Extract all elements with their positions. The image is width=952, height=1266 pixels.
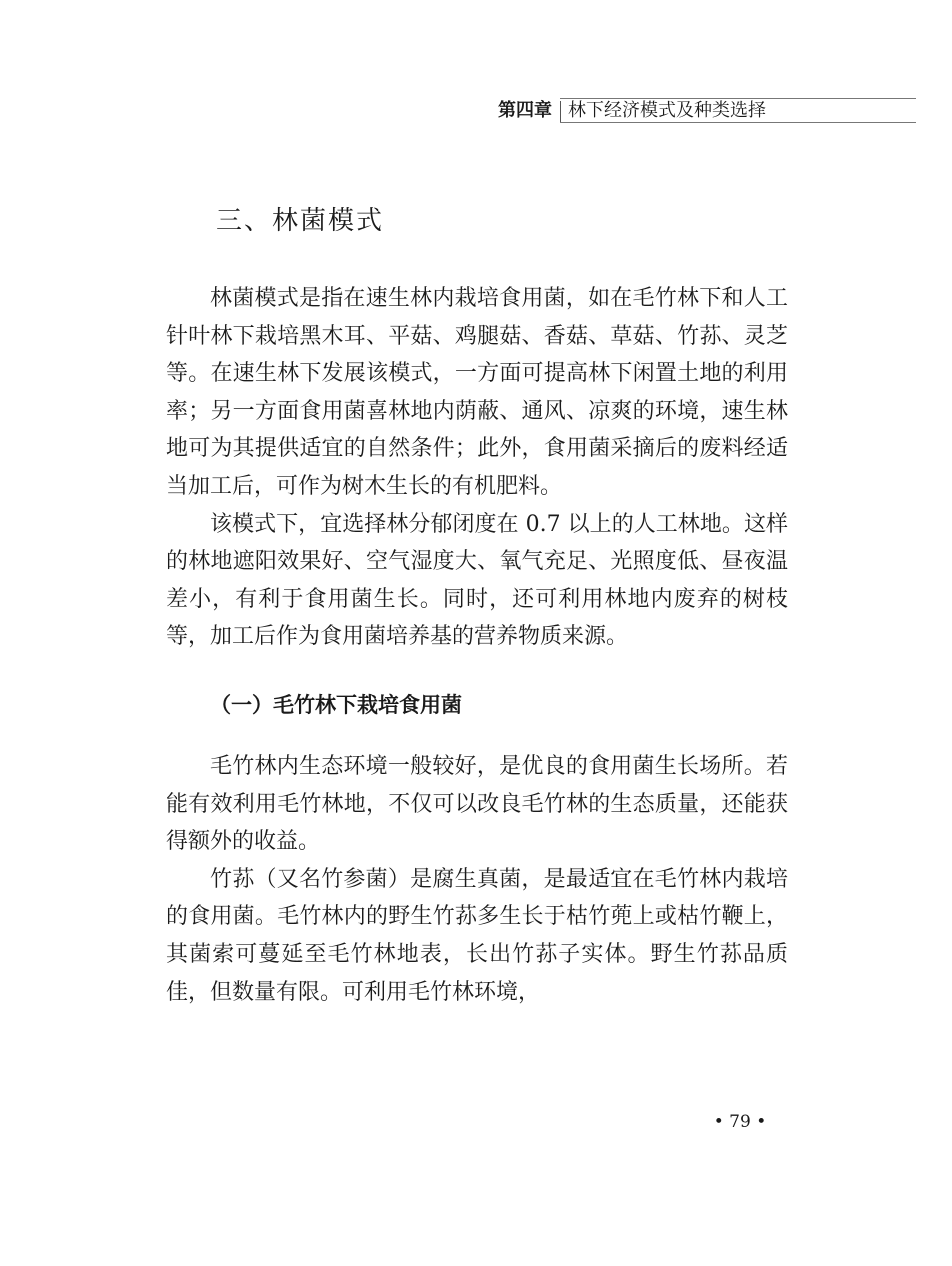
paragraph: 竹荪（又名竹参菌）是腐生真菌，是最适宜在毛竹林内栽培的食用菌。毛竹林内的野生竹荪多生长于枯竹蔸上或枯竹鞭上，其菌索可蔓延至毛竹林地表，长出竹荪子实体。野生竹荪品质佳，但数量有限。可利用毛竹林环境，	[166, 866, 788, 1005]
paragraph: 林菌模式是指在速生林内栽培食用菌，如在毛竹林下和人工针叶林下栽培黑木耳、平菇、鸡腿菇、香菇、草菇、竹荪、灵芝等。在速生林下发展该模式，一方面可提高林下闲置土地的利用率；另一方面食用菌喜林地内荫蔽、通风、凉爽的环境，速生林地可为其提供适宜的自然条件；此外，食用菌采摘后的废料经适当加工后，可作为树木生长的有机肥料。	[166, 286, 788, 499]
body-text	[166, 280, 788, 1011]
subsection-title: （一）毛竹林下栽培食用菌	[210, 692, 462, 717]
section-title: 三、林菌模式	[216, 206, 385, 236]
paragraph: 毛竹林内生态环境一般较好，是优良的食用菌生长场所。若能有效利用毛竹林地，不仅可以改良毛竹林的生态质量，还能获得额外的收益。	[166, 753, 788, 855]
header-rule-bottom	[560, 122, 916, 123]
page-number: • 79 •	[713, 1112, 767, 1132]
chapter-label: 第四章	[498, 100, 552, 121]
running-header	[496, 98, 916, 124]
paragraph: 该模式下，宜选择林分郁闭度在 0.7 以上的人工林地。这样的林地遮阳效果好、空气湿度大、氧气充足、光照度低、昼夜温差小，有利于食用菌生长。同时，还可利用林地内废弃的树枝等，加工后作为食用菌培养基的营养物质来源。	[166, 511, 788, 650]
chapter-title: 林下经济模式及种类选择	[568, 100, 766, 121]
header-divider	[560, 101, 561, 123]
